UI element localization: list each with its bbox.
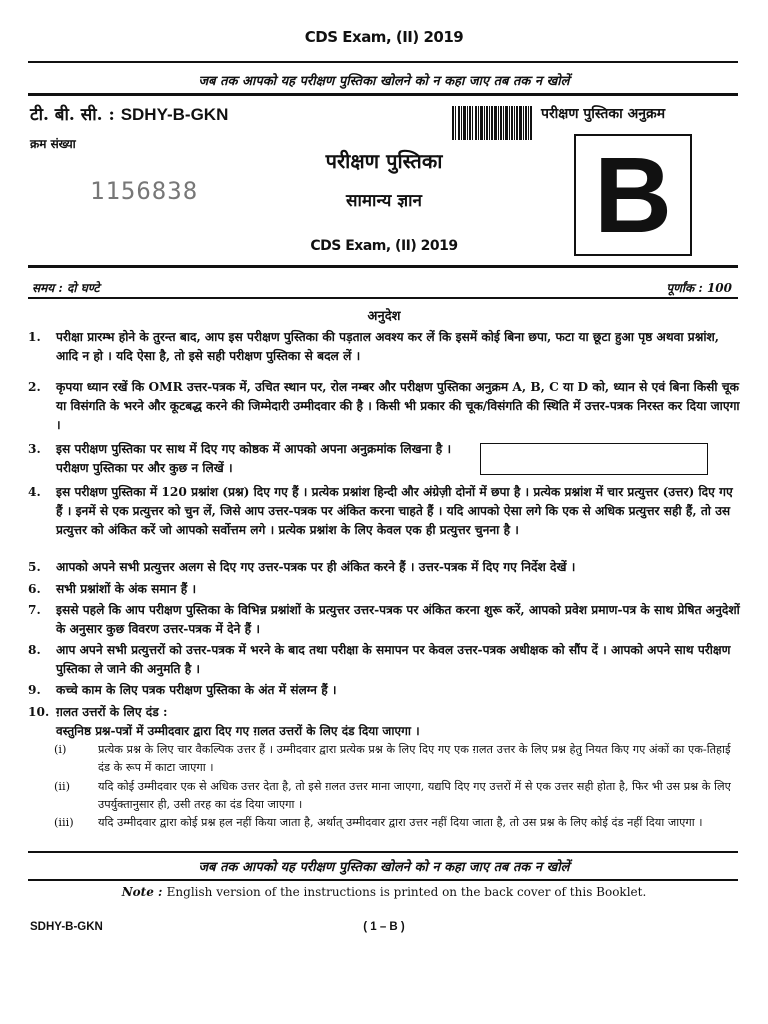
instruction-text: ग़लत उत्तरों के लिए दंड : [56, 705, 168, 719]
instruction-number: 8. [28, 643, 41, 657]
series-letter: B [594, 134, 672, 255]
tbc-label: टी. बी. सी. : [30, 105, 115, 125]
note-label: Note : [121, 885, 163, 899]
instruction-item [28, 440, 468, 478]
penalty-item [54, 778, 740, 814]
rule-mid-2 [28, 297, 738, 299]
instruction-text: आपको अपने सभी प्रत्युत्तर अलग से दिए गए उत्तर-पत्रक पर ही अंकित करने हैं । उत्तर-पत्रक में दिए गए निर्देश देखें । [56, 560, 576, 574]
penalty-text: यदि कोई उम्मीदवार एक से अधिक उत्तर देता है, तो इसे ग़लत उत्तर माना जाएगा, यद्यपि दिए गए उत्तरों में से एक उत्तर सही होता है, फिर भी उस प्रश्न के लिए उपर्युक्तानुसार ही, उसी तरह का दंड दिया जाएगा । [98, 780, 731, 811]
page-number: ( 1 – B ) [363, 921, 405, 933]
penalty-number: (i) [54, 743, 67, 756]
instruction-item [28, 483, 740, 540]
penalty-number: (iii) [54, 816, 74, 829]
subject-title: सामान्य ज्ञान [346, 191, 422, 211]
instruction-number: 3. [28, 442, 41, 456]
penalty-item [54, 814, 740, 832]
series-label: परीक्षण पुस्तिका अनुक्रम [541, 106, 666, 122]
barcode-image [452, 106, 532, 140]
instruction-item [28, 580, 740, 599]
instruction-text: परीक्षा प्रारम्भ होने के तुरन्त बाद, आप इस परीक्षण पुस्तिका की पड़ताल अवश्य कर लें कि इसमें कोई बिना छपा, फटा या छूटा हुआ पृष्ठ अथवा प्रश्नांश, आदि न हो । यदि ऐसा है, तो इसे सही परीक्षण पुस्तिका से बदल लें । [56, 330, 720, 363]
tbc-line [30, 102, 228, 125]
instruction-item [28, 328, 740, 366]
instruction-number: 1. [28, 330, 41, 344]
tbc-code: SDHY-B-GKN [120, 105, 229, 124]
instruction-number: 7. [28, 603, 41, 617]
instruction-text: सभी प्रश्नांशों के अंक समान हैं । [56, 582, 197, 596]
note-text: English version of the instructions is printed on the back cover of this Booklet. [166, 885, 647, 899]
penalty-number: (ii) [54, 780, 71, 793]
instruction-number: 4. [28, 485, 41, 499]
instruction-number: 9. [28, 683, 41, 697]
max-marks: पूर्णांक : 100 [666, 281, 732, 295]
footer-code: SDHY-B-GKN [30, 921, 103, 933]
penalty-item [54, 741, 740, 777]
instruction-number: 10. [28, 705, 50, 719]
roll-number-box[interactable] [480, 443, 708, 475]
instruction-item [28, 641, 740, 679]
instruction-item [28, 378, 740, 435]
instruction-item [28, 558, 740, 577]
instruction-number: 6. [28, 582, 41, 596]
instruction-number: 2. [28, 380, 41, 394]
time-allowed: समय : दो घण्टे [32, 281, 100, 295]
instruction-number: 5. [28, 560, 41, 574]
penalty-intro: वस्तुनिष्ठ प्रश्न-पत्रों में उम्मीदवार द्वारा दिए गए ग़लत उत्तरों के लिए दंड दिया जाएगा । [56, 724, 420, 738]
instruction-text: इससे पहले कि आप परीक्षण पुस्तिका के विभिन्न प्रश्नांशों के प्रत्युत्तर उत्तर-पत्रक पर अंकित करना शुरू करें, आपको प्रवेश प्रमाण-पत्र के साथ प्रेषित अनुदेशों के अनुसार कुछ विवरण उत्तर-पत्रक में देने हैं । [56, 603, 740, 636]
rule-bottom-2 [28, 879, 738, 881]
instruction-item [28, 601, 740, 639]
exam-title: CDS Exam, (II) 2019 [304, 28, 464, 46]
warning-top: जब तक आपको यह परीक्षण पुस्तिका खोलने को न कहा जाए तब तक न खोलें [198, 74, 570, 89]
booklet-title: परीक्षण पुस्तिका [325, 149, 443, 173]
note-line [0, 885, 768, 899]
rule-bottom [28, 851, 738, 853]
instruction-text: आप अपने सभी प्रत्युत्तरों को उत्तर-पत्रक में भरने के बाद तथा परीक्षा के समापन पर केवल उत्तर-पत्रक अधीक्षक को सौंप दें । आपको अपने साथ परीक्षण पुस्तिका ले जाने की अनुमति है । [56, 643, 731, 676]
rule-top [28, 61, 738, 63]
instruction-text: कच्चे काम के लिए पत्रक परीक्षण पुस्तिका के अंत में संलग्न हैं । [56, 683, 337, 697]
penalty-text: प्रत्येक प्रश्न के लिए चार वैकल्पिक उत्तर हैं । उम्मीदवार द्वारा प्रत्येक प्रश्न के लिए दिए गए एक ग़लत उत्तर के लिए प्रश्न हेतु नियत किए गए अंकों का एक-तिहाई दंड के रूप में काटा जाएगा । [98, 743, 731, 774]
serial-label: क्रम संख्या [30, 137, 76, 151]
rule-mid [28, 265, 738, 268]
serial-number: 1156838 [90, 177, 199, 205]
penalty-text: यदि उम्मीदवार द्वारा कोई प्रश्न हल नहीं किया जाता है, अर्थात् उम्मीदवार द्वारा उत्तर नहीं दिया जाता है, तो उस प्रश्न के लिए कोई दंड नहीं दिया जाएगा । [98, 816, 703, 829]
exam-title-secondary: CDS Exam, (II) 2019 [310, 238, 458, 254]
instruction-text: कृपया ध्यान रखें कि OMR उत्तर-पत्रक में, उचित स्थान पर, रोल नम्बर और परीक्षण पुस्तिका अनुक्रम A, B, C या D को, ध्यान से एवं बिना किसी चूक या विसंगति के भरने और कूटबद्ध करने की जिम्मेदारी उम्मीदवार की है । किसी भी प्रकार की चूक/विसंगति की स्थिति में उत्तर-पत्रक निरस्त कर दिया जाएगा । [56, 380, 740, 432]
instruction-item [28, 681, 740, 700]
warning-bottom: जब तक आपको यह परीक्षण पुस्तिका खोलने को न कहा जाए तब तक न खोलें [198, 860, 570, 875]
instructions-heading: अनुदेश [367, 309, 401, 324]
instruction-text: इस परीक्षण पुस्तिका में 120 प्रश्नांश (प्रश्न) दिए गए हैं । प्रत्येक प्रश्नांश हिन्दी और अंग्रेज़ी दोनों में छपा है । प्रत्येक प्रश्नांश में चार प्रत्युत्तर (उत्तर) दिए गए हैं । इनमें से एक प्रत्युत्तर को चुन लें, जिसे आप उत्तर-पत्रक पर अंकित करना चाहते हैं । यदि आपको ऐसा लगे कि एक से अधिक प्रत्युत्तर सही हैं, तो उस प्रत्युत्तर को अंकित करें जो आपको सर्वोत्तम लगे । प्रत्येक प्रश्नांश के लिए केवल एक ही प्रत्युत्तर चुनना है । [56, 485, 733, 537]
instruction-item [28, 703, 740, 722]
instruction-text: इस परीक्षण पुस्तिका पर साथ में दिए गए कोष्ठक में आपको अपना अनुक्रमांक लिखना है । परीक्षण पुस्तिका पर और कुछ न लिखें । [56, 442, 452, 475]
rule-top-2 [28, 93, 738, 96]
